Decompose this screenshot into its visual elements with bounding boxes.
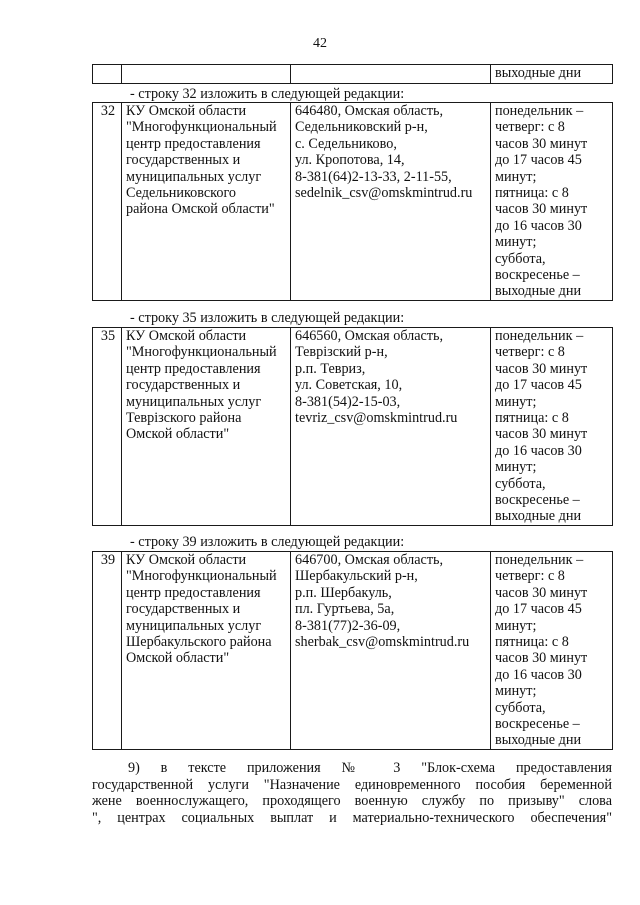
cell-hours: понедельник – четверг: с 8 часов 30 минут до 17 часов 45 минут; пятница: с 8 часов 30 минут до 16 часов 30 минут; суббота, воскресенье – выходные дни bbox=[491, 103, 613, 301]
paragraph-line: государственной услуги "Назначение единовременного пособия беременной bbox=[92, 776, 612, 793]
row-table-32 bbox=[92, 102, 613, 301]
cell-number: 35 bbox=[93, 328, 122, 526]
page-number: 42 bbox=[313, 36, 327, 51]
table-row bbox=[93, 103, 613, 301]
cell-name: КУ Омской области "Многофункциональный центр предоставления государственных и муниципальных услуг Седельниковского района Омской области" bbox=[122, 103, 291, 301]
row-table-35 bbox=[92, 327, 613, 526]
cell-hours: понедельник – четверг: с 8 часов 30 минут до 17 часов 45 минут; пятница: с 8 часов 30 минут до 16 часов 30 минут; суббота, воскресенье – выходные дни bbox=[491, 552, 613, 750]
table-row bbox=[93, 552, 613, 750]
cell-address: 646480, Омская область, Седельниковский р-н, с. Седельниково, ул. Кропотова, 14, 8-381(64)2-13-33, 2-11-55, sedelnik_csv@omskmintrud.ru bbox=[291, 103, 491, 301]
instruction-row-39: - строку 39 изложить в следующей редакции: bbox=[130, 534, 405, 550]
cell-number bbox=[93, 65, 122, 84]
instruction-row-35: - строку 35 изложить в следующей редакции: bbox=[130, 310, 405, 326]
cell-address: 646560, Омская область, Теврізский р-н, р.п. Тевриз, ул. Советская, 10, 8-381(54)2-15-03, tevriz_csv@omskmintrud.ru bbox=[291, 328, 491, 526]
cell-number: 32 bbox=[93, 103, 122, 301]
table-row bbox=[93, 65, 613, 84]
cell-name: КУ Омской области "Многофункциональный центр предоставления государственных и муниципальных услуг Шербакульского района Омской области" bbox=[122, 552, 291, 750]
cell-hours: выходные дни bbox=[491, 65, 613, 84]
cell-hours: понедельник – четверг: с 8 часов 30 минут до 17 часов 45 минут; пятница: с 8 часов 30 минут до 16 часов 30 минут; суббота, воскресенье – выходные дни bbox=[491, 328, 613, 526]
cell-number: 39 bbox=[93, 552, 122, 750]
cell-address bbox=[291, 65, 491, 84]
instruction-row-32: - строку 32 изложить в следующей редакции: bbox=[130, 86, 405, 102]
row-table-39 bbox=[92, 551, 613, 750]
paragraph-line: 9) в тексте приложения № 3 "Блок-схема предоставления bbox=[128, 760, 612, 776]
body-paragraph bbox=[92, 760, 612, 826]
table-row bbox=[93, 328, 613, 526]
cell-name: КУ Омской области "Многофункциональный центр предоставления государственных и муниципальных услуг Теврізского района Омской области" bbox=[122, 328, 291, 526]
cell-address: 646700, Омская область, Шербакульский р-н, р.п. Шербакуль, пл. Гуртьева, 5а, 8-381(77)2-36-09, sherbak_csv@omskmintrud.ru bbox=[291, 552, 491, 750]
paragraph-line: ", центрах социальных выплат и материально-технического обеспечения" bbox=[92, 809, 612, 826]
continuation-table bbox=[92, 64, 613, 84]
cell-name bbox=[122, 65, 291, 84]
paragraph-line: жене военнослужащего, проходящего военную службу по призыву" слова bbox=[92, 793, 612, 810]
